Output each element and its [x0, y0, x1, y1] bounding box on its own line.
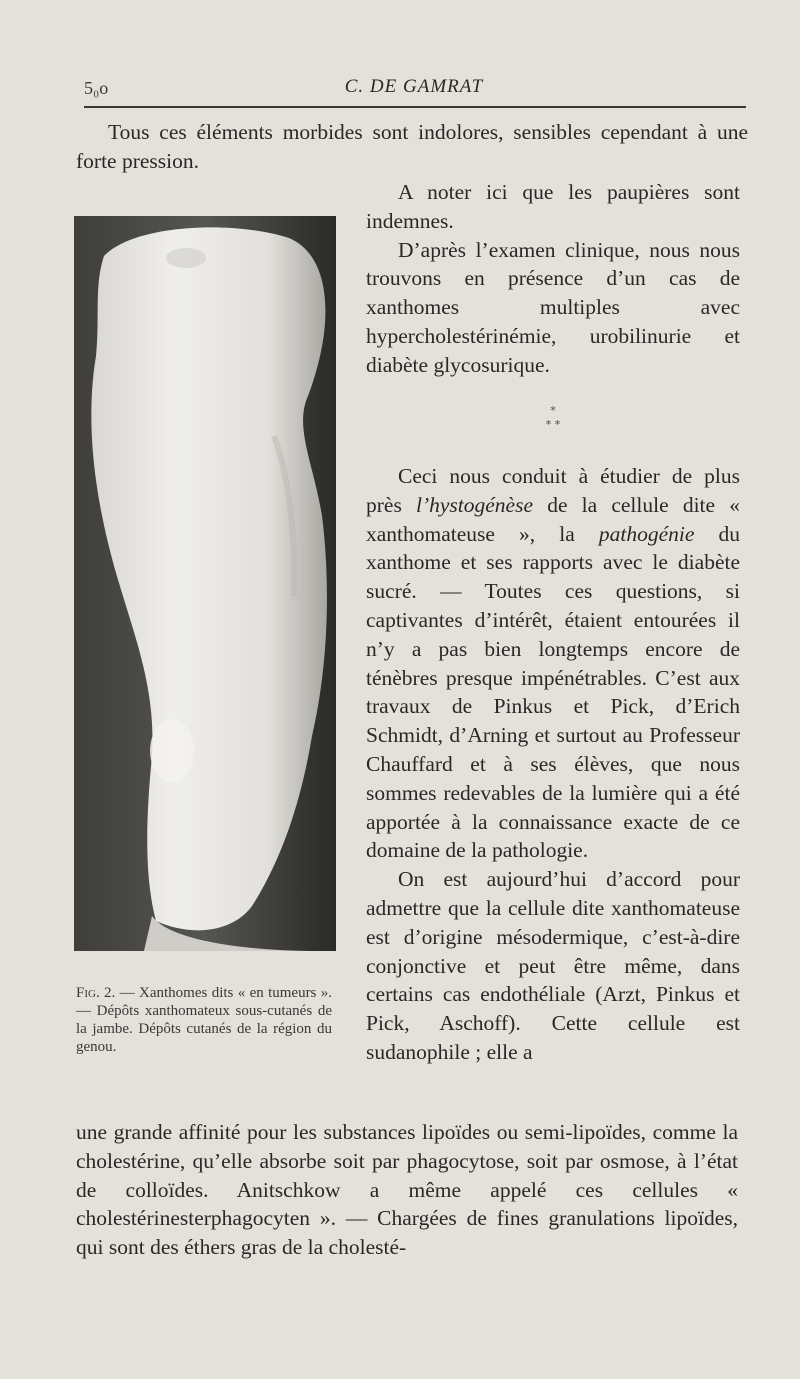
running-head: C. DE GAMRAT	[344, 76, 484, 97]
page-number: 5₀o	[84, 78, 109, 98]
paragraph-examen: D’après l’examen clinique, nous nous trouvons en présence d’un cas de xanthomes multiples avec hypercholestérinémie, urobilinurie et diabète glycosurique.	[366, 237, 740, 377]
separator-stars: * *	[545, 418, 561, 431]
paragraph-histogenese	[366, 462, 740, 865]
separator-star: *	[550, 404, 556, 417]
figure-label: Fig. 2.	[76, 985, 116, 1001]
leg-photo-illustration	[74, 216, 336, 951]
text-run: Ceci nous conduit à étudier de plus près	[366, 464, 740, 517]
paragraph-origine-continued: une grande affinité pour les substances lipoïdes ou semi-lipoïdes, comme la cholestérine, qu’elle absorbe soit par phagocytose, soit par osmose, à l’état de colloïdes. Anitschkow a même appelé ces cellules « cholestérinesterphagocyten ». — Chargées de fines granulations lipoïdes, qui sont des éthers gras de la cholesté-	[76, 1120, 738, 1260]
italic-term-pathogenie: pathogénie	[598, 521, 695, 546]
figure-caption-text: — Xanthomes dits « en tumeurs ». — Dépôts xanthomateux sous-cutanés de la jambe. Dépôts cutanés de la région du genou.	[76, 985, 332, 1055]
figure-leg-photograph	[74, 216, 336, 951]
paragraph-paupieres: A noter ici que les paupières sont indemnes.	[366, 180, 740, 233]
right-column-top	[366, 178, 740, 380]
text-run: de la cellule dite « xanthomateuse », la	[366, 492, 740, 546]
italic-term-hystogenese: l’hystogénèse	[416, 492, 534, 517]
section-separator	[366, 404, 740, 444]
text-run: du xanthome et ses rapports avec le diabète sucré. — Toutes ces questions, si captivantes d’intérêt, étaient entourées il n’y a pas bien longtemps encore de ténèbres presque impénétrables. C’est aux travaux de Pinkus et Pick, d’Erich Schmidt, d’Arning et surtout au Professeur Chauffard et à ses élèves, que nous sommes redevables de la lumière qui a été apportée à la connaissance exacte de ce domaine de la pathologie.	[366, 521, 740, 863]
page-header	[84, 74, 744, 104]
paragraph-origine-right: On est aujourd’hui d’accord pour admettre que la cellule dite xanthomateuse est d’origine mésodermique, c’est-à-dire conjonctive et peut être même, dans certains cas endothéliale (Arzt, Pinkus et Pick, Aschoff). Cette cellule est sudanophile ; elle a	[366, 867, 740, 1064]
header-rule	[84, 106, 746, 108]
bottom-full-width	[76, 1118, 738, 1262]
right-column-main	[366, 462, 740, 1067]
paragraph-indolores	[76, 118, 748, 176]
figure-caption	[76, 984, 332, 1056]
paragraph-text: Tous ces éléments morbides sont indolores, sensibles cependant à une forte pression.	[76, 120, 748, 173]
